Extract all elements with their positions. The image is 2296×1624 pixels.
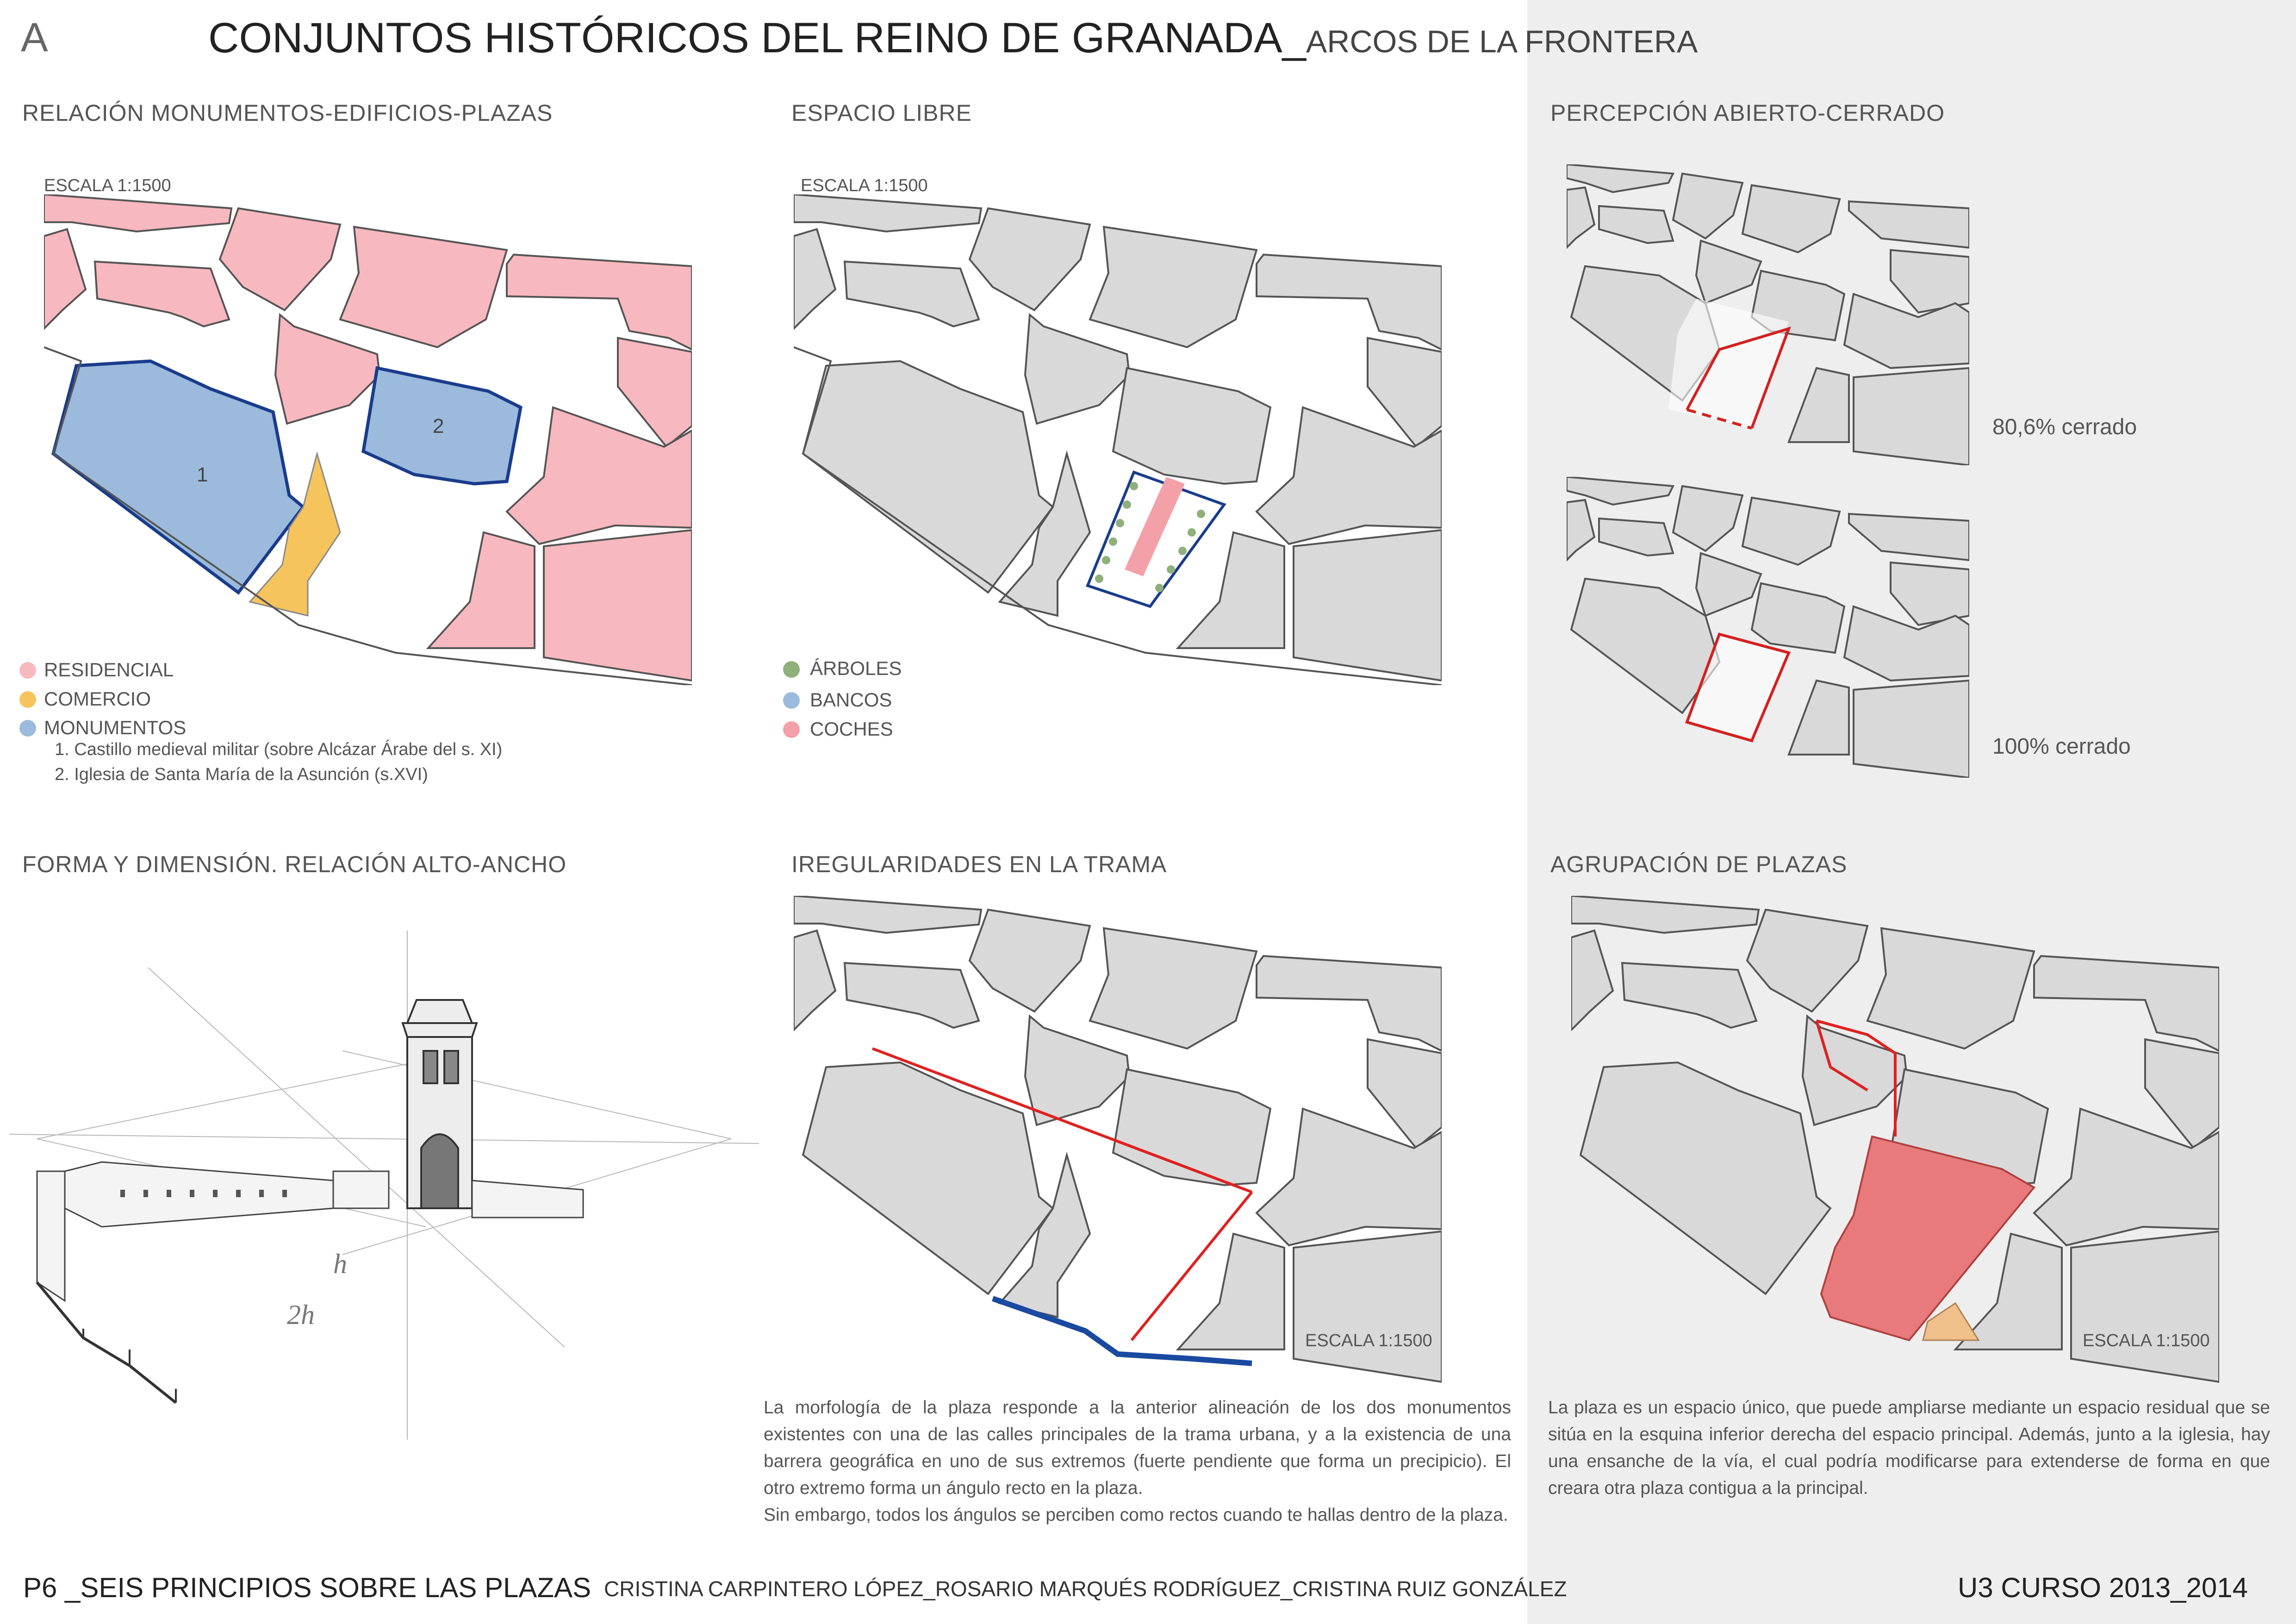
- sketch-label-h: h: [333, 1249, 347, 1279]
- map-agrupacion: [1571, 896, 2219, 1387]
- perspective-sketch: [9, 931, 759, 1440]
- title-main: CONJUNTOS HISTÓRICOS DEL REINO DE GRANADA_: [208, 14, 1306, 62]
- legend-dot-arboles: [783, 661, 800, 678]
- closure-value-1: 80,6% cerrado: [1992, 415, 2137, 439]
- map-irregularidades: [794, 896, 1442, 1387]
- legend-dot-bancos: [783, 692, 800, 709]
- legend-comercio: COMERCIO: [44, 688, 151, 710]
- legend-dot-monumentos: [19, 720, 36, 737]
- residential-block: [507, 255, 692, 350]
- monument-1-castillo: [53, 361, 303, 593]
- residential-block: [275, 315, 380, 424]
- section-title-espacio: ESPACIO LIBRE: [791, 100, 972, 126]
- residential-block: [44, 194, 231, 231]
- residential-block: [340, 227, 507, 347]
- legend-arboles: ÁRBOLES: [810, 657, 902, 679]
- residential-block: [428, 532, 535, 648]
- scale-label-agrupacion: ESCALA 1:1500: [2083, 1331, 2210, 1350]
- legend-dot-comercio: [19, 691, 36, 708]
- legend-dot-residencial: [19, 662, 36, 679]
- monument-label-1: 1: [197, 463, 208, 486]
- section-title-relacion: RELACIÓN MONUMENTOS-EDIFICIOS-PLAZAS: [22, 100, 553, 126]
- residential-block: [618, 338, 692, 447]
- scale-label-irregularidades: ESCALA 1:1500: [1305, 1331, 1432, 1350]
- legend-monumentos: MONUMENTOS: [44, 717, 187, 738]
- legend-bancos: BANCOS: [810, 689, 892, 711]
- map-relacion: [44, 194, 692, 685]
- footer-left: P6 _SEIS PRINCIPIOS SOBRE LAS PLAZAS: [23, 1572, 591, 1603]
- section-title-forma: FORMA Y DIMENSIÓN. RELACIÓN ALTO-ANCHO: [22, 851, 567, 877]
- residential-block: [220, 208, 340, 310]
- footer-right: U3 CURSO 2013_2014: [1958, 1572, 2248, 1603]
- map-percepcion-1: [1567, 164, 1969, 465]
- scale-label-relacion: ESCALA 1:1500: [44, 176, 171, 195]
- irregularidades-text-2: Sin embargo, todos los ángulos se perciben como rectos cuando te hallas dentro de la plaza.: [764, 1505, 1508, 1525]
- monument-label-2: 2: [433, 415, 444, 437]
- page-title: [208, 14, 1698, 62]
- map-espacio-libre: [794, 194, 1442, 685]
- title-sub: ARCOS DE LA FRONTERA: [1306, 24, 1698, 59]
- monument-note-1: 1. Castillo medieval militar (sobre Alcázar Árabe del s. XI): [55, 740, 503, 759]
- irregularidades-text: La morfología de la plaza responde a la anterior alineación de los dos monumentos existentes con una de las calles principales de la trama urbana, y a la existencia de una barrera geográfica en uno de sus extremos (fuerte pendiente que forma un precipicio). El otro extremo forma un ángulo recto en la plaza.: [764, 1398, 1511, 1498]
- map-percepcion-2: [1567, 477, 1969, 778]
- sheet-letter: A: [21, 14, 48, 60]
- legend-coches: COCHES: [810, 718, 893, 740]
- section-title-irregularidades: IREGULARIDADES EN LA TRAMA: [791, 851, 1167, 877]
- section-title-percepcion: PERCEPCIÓN ABIERTO-CERRADO: [1550, 100, 1945, 126]
- scale-label-espacio: ESCALA 1:1500: [801, 176, 928, 195]
- legend-dot-coches: [783, 721, 800, 738]
- residential-block: [95, 262, 229, 326]
- footer-authors: CRISTINA CARPINTERO LÓPEZ_ROSARIO MARQUÉS RODRÍGUEZ_CRISTINA RUIZ GONZÁLEZ: [604, 1577, 1567, 1601]
- residential-block: [44, 229, 86, 329]
- closure-value-2: 100% cerrado: [1992, 734, 2131, 759]
- residential-block: [544, 530, 692, 681]
- irregularidades-description: [764, 1394, 1511, 1529]
- monument-note-2: 2. Iglesia de Santa María de la Asunción (s.XVI): [55, 765, 428, 784]
- parked-cars-area: [1125, 477, 1185, 576]
- sketch-label-2h: 2h: [287, 1299, 315, 1330]
- legend-residencial: RESIDENCIAL: [44, 659, 174, 681]
- agrupacion-description: La plaza es un espacio único, que puede ampliarse mediante un espacio residual que se sitúa en la esquina inferior derecha del espacio principal. Además, junto a la iglesia, hay una ensanche de la vía, el cual podría modificarse para extenderse de forma en que creara otra plaza contigua a la principal.: [1548, 1398, 2270, 1498]
- section-title-agrupacion: AGRUPACIÓN DE PLAZAS: [1550, 851, 1848, 877]
